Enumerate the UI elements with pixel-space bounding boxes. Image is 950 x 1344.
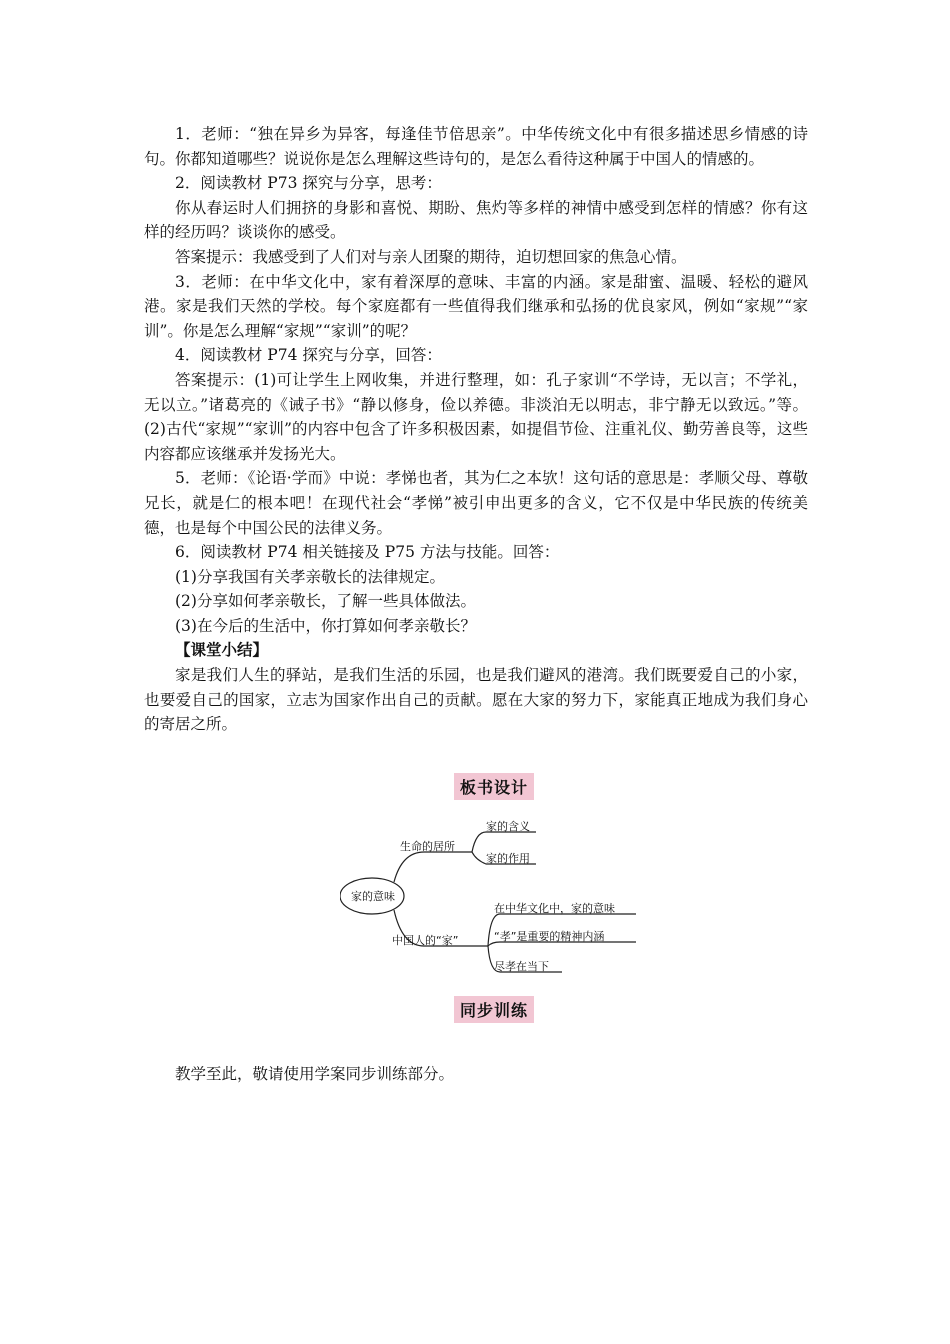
paragraph-8: 5．老师：《论语·学而》中说：孝悌也者，其为仁之本欤！这句话的意思是：孝顺父母、尊敬兄长，就是仁的根本吧！在现代社会“孝悌”被引申出更多的含义，它不仅是中华民族的传统美德，也是每个中国公民的法律义务。 — [144, 469, 808, 537]
banner-sync-training-label: 同步训练 — [454, 996, 534, 1023]
mind-map-branch-1-item-2: 家的作用 — [486, 852, 530, 865]
banner-board-design — [454, 773, 534, 800]
paragraph-1: 1．老师：“独在异乡为异客，每逢佳节倍思亲”。中华传统文化中有很多描述思乡情感的诗句。你都知道哪些？说说你是怎么理解这些诗句的，是怎么看待这种属于中国人的情感的。 — [144, 125, 808, 168]
mind-map-branch-2: 中国人的“家” — [392, 934, 459, 947]
paragraph-9: 6．阅读教材 P74 相关链接及 P75 方法与技能。回答： — [175, 543, 560, 562]
mind-map-branch-1-item-1: 家的含义 — [486, 820, 530, 833]
mind-map-branch-2-item-1: 在中华文化中，家的意味 — [494, 902, 615, 915]
paragraph-3: 你从春运时人们拥挤的身影和喜悦、期盼、焦灼等多样的神情中感受到怎样的情感？你有这样的经历吗？谈谈你的感受。 — [144, 198, 808, 242]
closing-text: 教学至此，敬请使用学案同步训练部分。 — [175, 1064, 455, 1083]
paragraph-6: 4．阅读教材 P74 探究与分享，回答： — [175, 346, 442, 365]
paragraph-summary: 家是我们人生的驿站，是我们生活的乐园，也是我们避风的港湾。我们既要爱自己的小家，也要爱自己的国家，立志为国家作出自己的贡献。愿在大家的努力下，家能真正地成为我们身心的寄居之所。 — [144, 666, 808, 734]
mind-map-branch-2-item-2: “孝”是重要的精神内涵 — [494, 930, 605, 943]
mind-map-center: 家的意味 — [351, 890, 395, 903]
paragraph-11: (2)分享如何孝亲敬长，了解一些具体做法。 — [175, 592, 476, 611]
mind-map-branch-1: 生命的居所 — [400, 840, 455, 853]
paragraph-12: (3)在今后的生活中，你打算如何孝亲敬长？ — [175, 616, 476, 635]
document-body — [144, 122, 808, 737]
paragraph-7: 答案提示：(1)可让学生上网收集，并进行整理，如：孔子家训“不学诗，无以言；不学礼，无以立。”诸葛亮的《诫子书》“静以修身，俭以养德。非淡泊无以明志，非宁静无以致远。”等。(2)古代“家规”“家训”的内容中包含了许多积极因素，如提倡节俭、注重礼仪、勤劳善良等，这些内容都应该继承并发扬光大。 — [144, 370, 808, 463]
banner-board-design-label: 板书设计 — [454, 773, 534, 800]
section-heading-summary: 【课堂小结】 — [175, 640, 269, 660]
banner-sync-training — [454, 996, 534, 1023]
paragraph-2: 2．阅读教材 P73 探究与分享，思考： — [175, 174, 442, 193]
paragraph-4: 答案提示：我感受到了人们对与亲人团聚的期待，迫切想回家的焦急心情。 — [175, 247, 687, 266]
mind-map-branch-2-item-3: 尽孝在当下 — [494, 960, 549, 973]
mind-map — [340, 810, 650, 980]
paragraph-5: 3．老师：在中华文化中，家有着深厚的意味、丰富的内涵。家是甜蜜、温暖、轻松的避风港。家是我们天然的学校。每个家庭都有一些值得我们继承和弘扬的优良家风，例如“家规”“家训”。你是怎么理解“家规”“家训”的呢？ — [144, 272, 808, 340]
paragraph-10: (1)分享我国有关孝亲敬长的法律规定。 — [175, 567, 445, 586]
